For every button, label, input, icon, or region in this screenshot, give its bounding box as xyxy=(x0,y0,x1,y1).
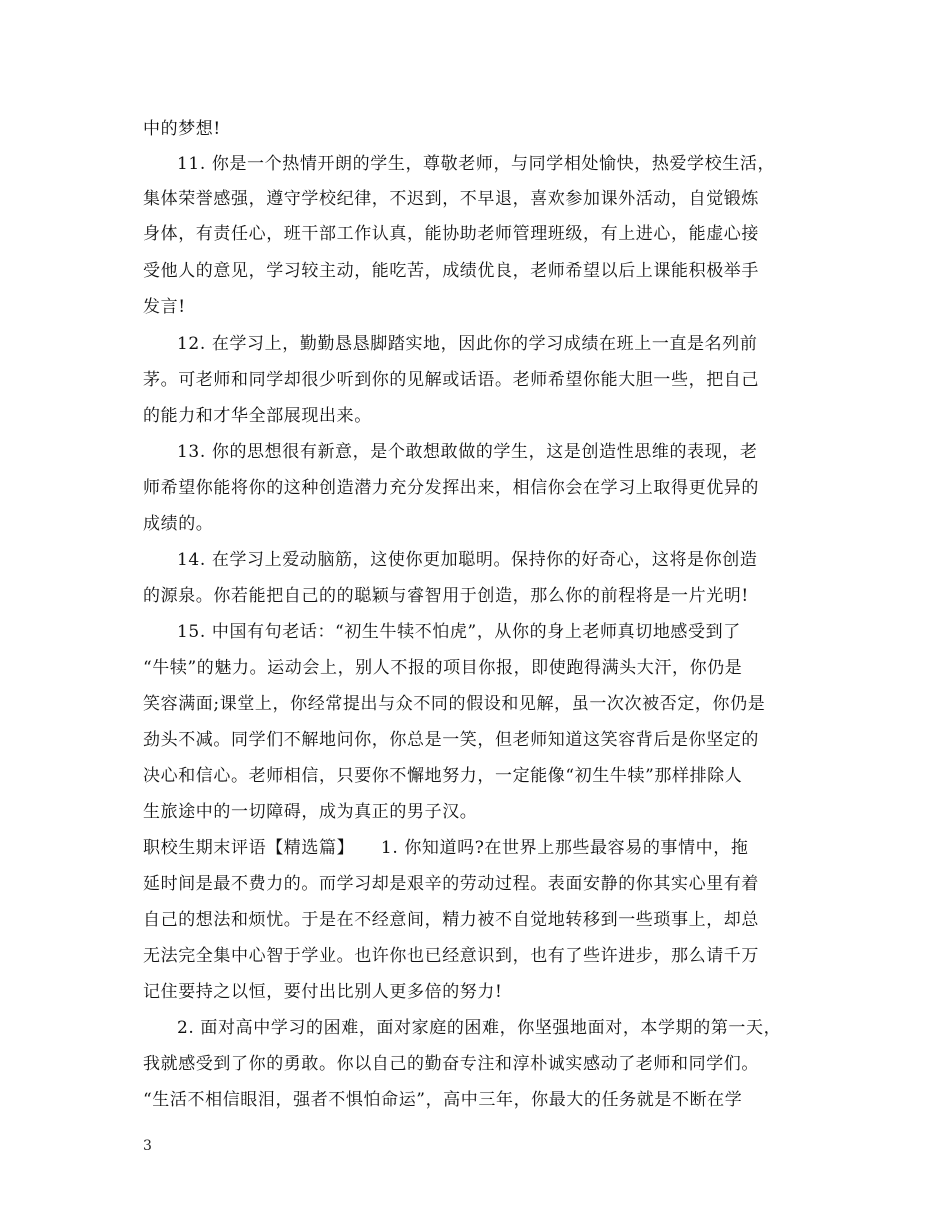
text-line: 生旅途中的一切障碍，成为真正的男子汉。 xyxy=(143,802,478,822)
text-line: 延时间是最不费力的。而学习却是艰辛的劳动过程。表面安静的你其实心里有着 xyxy=(143,874,759,894)
text-line: 12. 在学习上，勤勤恳恳脚踏实地，因此你的学习成绩在班上一直是名列前 xyxy=(177,334,758,354)
text-line: “生活不相信眼泪，强者不惧怕命运”，高中三年，你最大的任务就是不断在学 xyxy=(143,1090,743,1110)
text-line: 受他人的意见，学习较主动，能吃苦，成绩优良，老师希望以后上课能积极举手 xyxy=(143,261,759,281)
text-line: 师希望你能将你的这种创造潜力充分发挥出来，相信你会在学习上取得更优异的 xyxy=(143,478,759,498)
page-number: 3 xyxy=(143,1138,152,1154)
text-line: 身体，有责任心，班干部工作认真，能协助老师管理班级，有上进心，能虚心接 xyxy=(143,224,759,244)
text-line: 记住要持之以恒，要付出比别人更多倍的努力! xyxy=(143,982,503,1002)
text-line: 13. 你的思想很有新意，是个敢想敢做的学生，这是创造性思维的表现，老 xyxy=(177,442,758,462)
text-line: 中的梦想! xyxy=(143,119,221,139)
text-line: 茅。可老师和同学却很少听到你的见解或话语。老师希望你能大胆一些，把自己 xyxy=(143,370,759,390)
text-line: 职校生期末评语【精选篇】 1. 你知道吗?在世界上那些最容易的事情中，拖 xyxy=(143,838,749,858)
text-line: 2. 面对高中学习的困难，面对家庭的困难，你坚强地面对，本学期的第一天， xyxy=(177,1018,782,1038)
text-line: 15. 中国有句老话：“初生牛犊不怕虎”，从你的身上老师真切地感受到了 xyxy=(177,622,741,642)
text-line: “牛犊”的魅力。运动会上，别人不报的项目你报，即使跑得满头大汗，你仍是 xyxy=(143,658,743,678)
text-line: 成绩的。 xyxy=(143,514,214,534)
text-line: 发言! xyxy=(143,297,186,317)
text-line: 的能力和才华全部展现出来。 xyxy=(143,406,372,426)
text-line: 劲头不减。同学们不解地问你，你总是一笑，但老师知道这笑容背后是你坚定的 xyxy=(143,730,759,750)
text-line: 决心和信心。老师相信，只要你不懈地努力，一定能像“初生牛犊”那样排除人 xyxy=(143,766,743,786)
text-line: 的源泉。你若能把自己的的聪颖与睿智用于创造，那么你的前程将是一片光明! xyxy=(143,586,749,606)
text-line: 自己的想法和烦忧。于是在不经意间，精力被不自觉地转移到一些琐事上，却总 xyxy=(143,910,759,930)
text-line: 集体荣誉感强，遵守学校纪律，不迟到，不早退，喜欢参加课外活动，自觉锻炼 xyxy=(143,189,759,209)
text-line: 11. 你是一个热情开朗的学生，尊敬老师，与同学相处愉快，热爱学校生活， xyxy=(177,154,776,174)
text-line: 无法完全集中心智于学业。也许你也已经意识到，也有了些许进步，那么请千万 xyxy=(143,946,759,966)
text-line: 笑容满面;课堂上，你经常提出与众不同的假设和见解，虽一次次被否定，你仍是 xyxy=(143,694,766,714)
text-line: 14. 在学习上爱动脑筋，这使你更加聪明。保持你的好奇心，这将是你创造 xyxy=(177,550,758,570)
text-line: 我就感受到了你的勇敢。你以自己的勤奋专注和淳朴诚实感动了老师和同学们。 xyxy=(143,1054,759,1074)
